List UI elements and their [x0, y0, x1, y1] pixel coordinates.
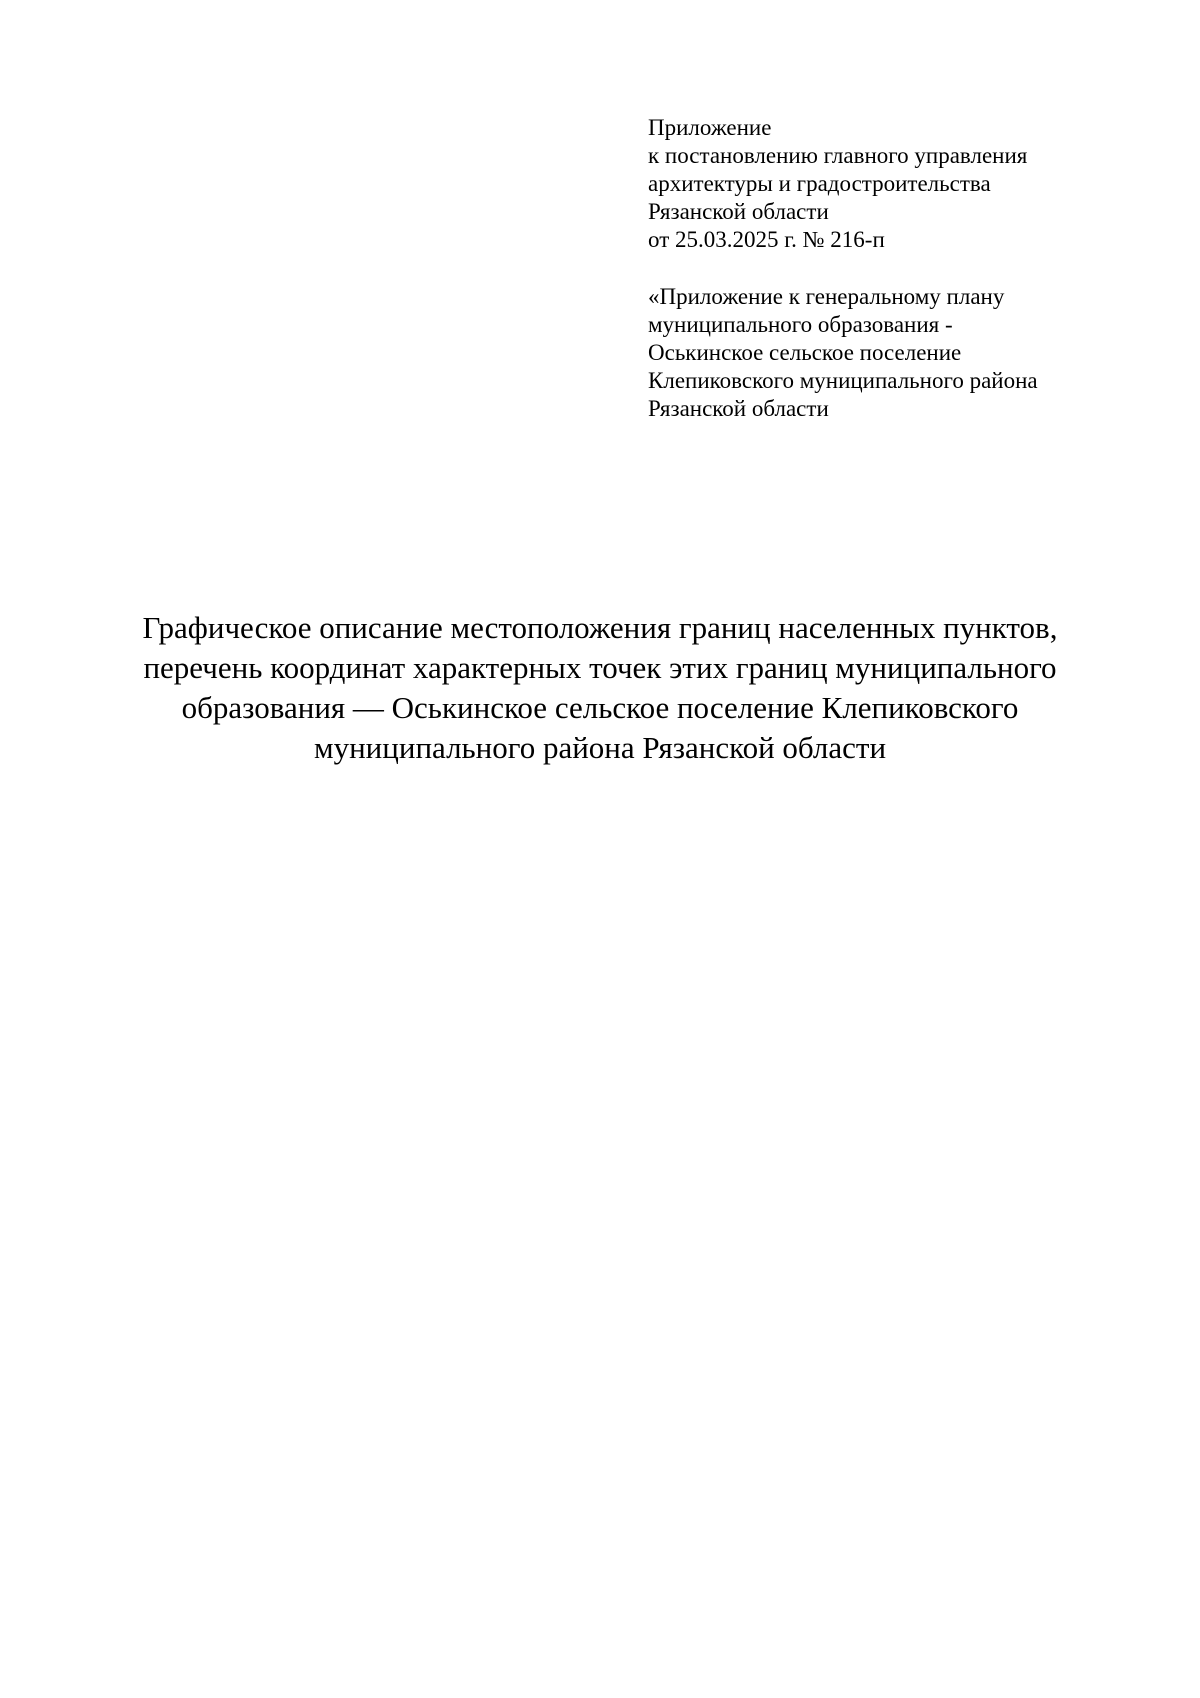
approval-header-line: от 25.03.2025 г. № 216-п	[648, 227, 885, 252]
document-title	[100, 608, 1100, 768]
appendix-reference-line: Оськинское сельское поселение	[648, 340, 962, 365]
approval-header-line: Приложение	[648, 115, 772, 140]
appendix-reference-line: Клепиковского муниципального района	[648, 368, 1038, 393]
approval-header-line: к постановлению главного управления	[648, 143, 1028, 168]
document-title-line: образования — Оськинское сельское поселение Клепиковского	[181, 690, 1019, 725]
appendix-reference	[648, 283, 1168, 423]
approval-header	[648, 114, 1168, 423]
document-title-line: Графическое описание местоположения границ населенных пунктов,	[142, 610, 1058, 645]
approval-header-line: архитектуры и градостроительства	[648, 171, 991, 196]
document-title-line: муниципального района Рязанской области	[313, 730, 887, 765]
approval-header-line: Рязанской области	[648, 199, 829, 224]
appendix-reference-line: «Приложение к генеральному плану	[648, 284, 1005, 309]
appendix-reference-line: Рязанской области	[648, 396, 829, 421]
spacer	[648, 254, 1168, 283]
appendix-reference-line: муниципального образования -	[648, 312, 953, 337]
document-title-line: перечень координат характерных точек этих границ муниципального	[143, 650, 1057, 685]
